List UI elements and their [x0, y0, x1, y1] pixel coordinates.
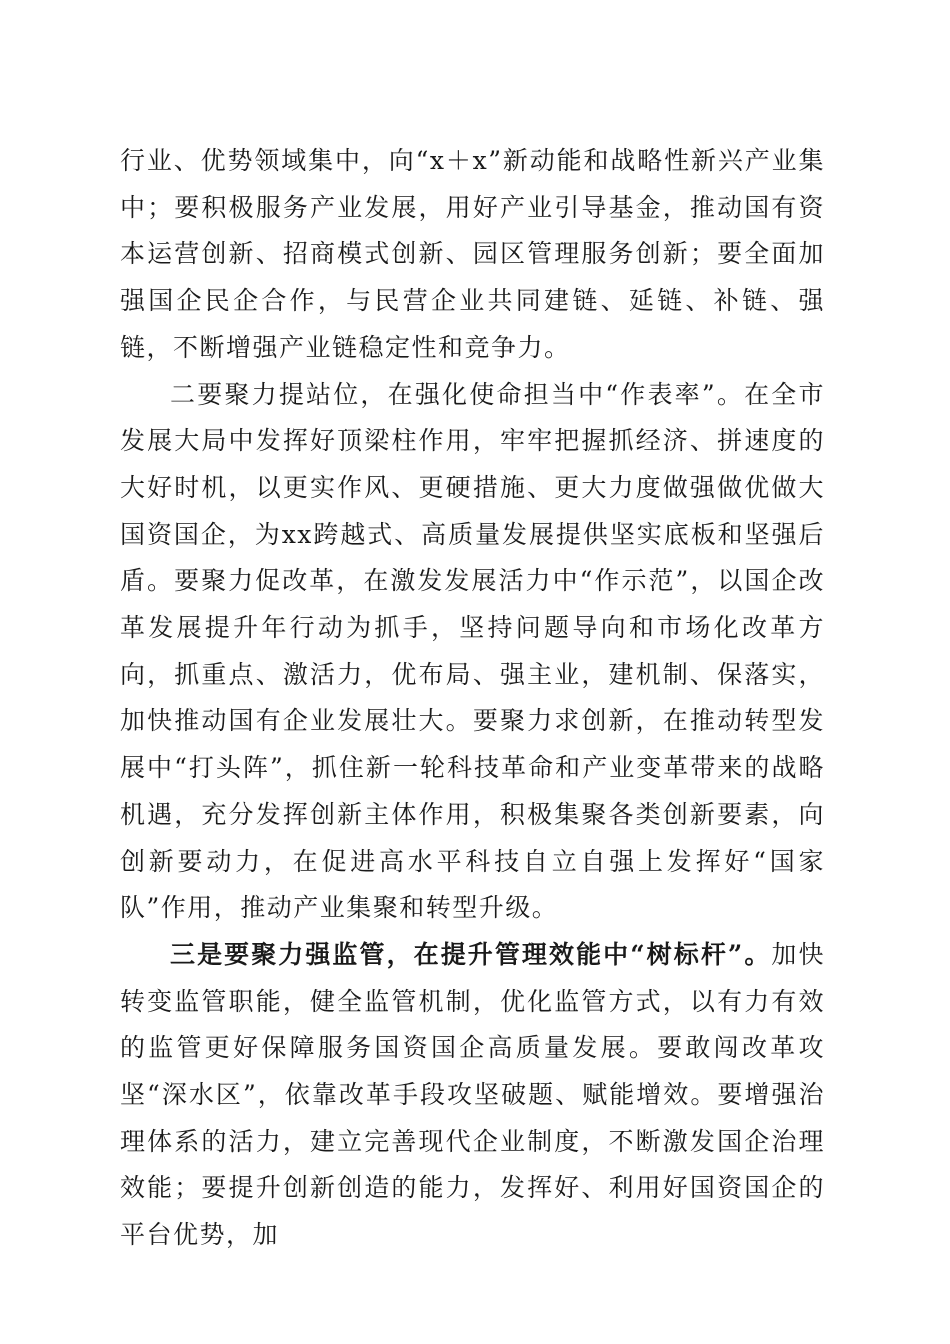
paragraph-3-heading: 三是要聚力强监管，在提升管理效能中“树标杆”。: [170, 939, 772, 969]
paragraph-2: [120, 372, 825, 932]
paragraph-3-text: 加快转变监管职能，健全监管机制，优化监管方式，以有力有效的监管更好保障服务国资国企高质量发展。要敢闯改革攻坚“深水区”，依靠改革手段攻坚破题、赋能增效。要增强治理体系的活力，建立完善现代企业制度，不断激发国企治理效能；要提升创新创造的能力，发挥好、利用好国资国企的平台优势，加: [120, 939, 825, 1250]
paragraph-1: [120, 138, 825, 372]
document-body: [120, 138, 825, 1259]
paragraph-2-text: 二要聚力提站位，在强化使命担当中“作表率”。在全市发展大局中发挥好顶梁柱作用，牢牢把握抓经济、拼速度的大好时机，以更实作风、更硬措施、更大力度做强做优做大国资国企，为xx跨越式、高质量发展提供坚实底板和坚强后盾。要聚力促改革，在激发发展活力中“作示范”，以国企改革发展提升年行动为抓手，坚持问题导向和市场化改革方向，抓重点、激活力，优布局、强主业，建机制、保落实，加快推动国有企业发展壮大。要聚力求创新，在推动转型发展中“打头阵”，抓住新一轮科技革命和产业变革带来的战略机遇，充分发挥创新主体作用，积极集聚各类创新要素，向创新要动力，在促进高水平科技自立自强上发挥好“国家队”作用，推动产业集聚和转型升级。: [120, 379, 825, 923]
paragraph-3: [120, 932, 825, 1259]
paragraph-1-text: 行业、优势领域集中，向“x＋x”新动能和战略性新兴产业集中；要积极服务产业发展，用好产业引导基金，推动国有资本运营创新、招商模式创新、园区管理服务创新；要全面加强国企民企合作，与民营企业共同建链、延链、补链、强链，不断增强产业链稳定性和竞争力。: [120, 146, 825, 362]
